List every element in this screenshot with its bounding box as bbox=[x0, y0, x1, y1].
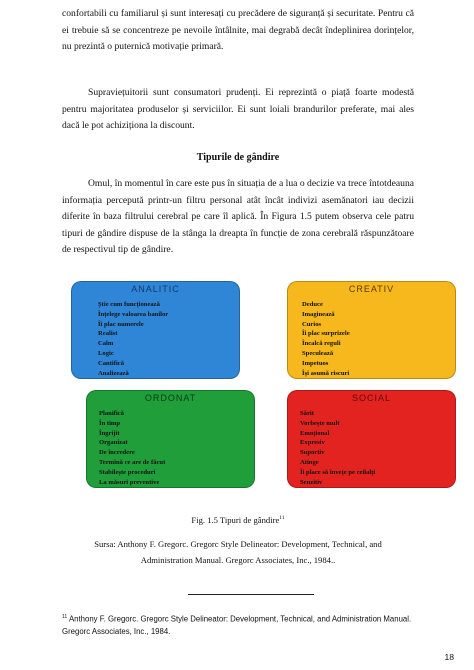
list-item: Realist bbox=[98, 330, 118, 338]
list-item: Analizează bbox=[98, 369, 129, 377]
list-item: Calm bbox=[98, 340, 114, 348]
list-item: Termină ce are de făcut bbox=[99, 458, 166, 466]
page-number: 18 bbox=[444, 652, 454, 662]
list-item: Atinge bbox=[300, 458, 319, 466]
box-title-social: SOCIAL bbox=[351, 393, 391, 403]
list-item: Impetuos bbox=[302, 359, 329, 367]
box-ordonat bbox=[86, 390, 255, 488]
list-item: Stabilește proceduri bbox=[99, 468, 156, 476]
list-item: Îi plac numerele bbox=[98, 320, 144, 328]
list-item: Înțelege valoarea banilor bbox=[98, 310, 169, 318]
box-title-ordonat: ORDONAT bbox=[144, 393, 197, 403]
box-title-analitic: ANALITIC bbox=[131, 284, 180, 294]
list-item: Imaginează bbox=[302, 310, 335, 318]
footnote-text: Anthony F. Gregorc. Gregorc Style Delineator: Development, Technical, and Administration Manual. Gregorc Associates, Inc., 1984. bbox=[62, 614, 412, 636]
list-item: Curios bbox=[302, 320, 322, 328]
list-item: Îi plac surprizele bbox=[302, 330, 350, 338]
list-item: În timp bbox=[99, 419, 121, 427]
paragraph-thinking-types: Omul, în momentul în care este pus în situația de a lua o decizie va trece întotdeauna informația percepută printr-un filtru personal atât încât indivizi asemănatori iau decizii diferite în baza filtrului cerebral pe care îl aplică. În Figura 1.5 putem observa cele patru tipuri de gândire dispuse de la stânga la dreapta în funcție de zona cerebrală răspunzătoare de respectivul tip de gândire. bbox=[62, 178, 414, 256]
figure-caption bbox=[62, 515, 414, 525]
list-item: De încredere bbox=[99, 449, 135, 457]
paragraph-survivors: Supraviețuitorii sunt consumatori prudenți. Ei reprezintă o piață foarte modestă pentru majoritatea produselor și serviciilor. Ei sunt loiali brandurilor preferate, mai ales dacă le pot achiziționa la discount. bbox=[62, 87, 414, 132]
box-creativ bbox=[287, 281, 456, 379]
figure-source-line: Sursa: Anthony F. Gregorc. Gregorc Style Delineator: Development, Technical, and bbox=[94, 539, 382, 549]
box-analitic bbox=[71, 281, 240, 379]
list-item: Deduce bbox=[302, 301, 323, 308]
list-item: Sărit bbox=[300, 410, 314, 417]
list-item: Emoțional bbox=[300, 429, 330, 437]
footnote bbox=[62, 611, 432, 638]
list-analitic bbox=[98, 300, 168, 378]
list-item: Încalcă reguli bbox=[302, 340, 341, 348]
figure-source bbox=[62, 536, 414, 568]
list-item: Expresiv bbox=[300, 439, 325, 447]
paragraph-intro-continued: confortabili cu familiarul și sunt interesați cu precădere de siguranță și securitate. Pentru că ei trebuie să se concentreze pe nevoile întâlnite, mai degrabă decât îndeplinirea dorințelor, nu prezintă o puternică motivație primară. bbox=[62, 8, 414, 53]
section-heading: Tipurile de gândire bbox=[196, 152, 280, 163]
list-item: Planifică bbox=[99, 410, 124, 417]
list-item: Cantifică bbox=[98, 359, 125, 367]
figure-source-line: Administration Manual. Gregorc Associates, Inc., 1984.. bbox=[140, 555, 336, 565]
list-item: Senzitiv bbox=[300, 478, 323, 486]
box-social bbox=[287, 390, 456, 488]
list-item: Logic bbox=[98, 349, 114, 357]
list-item: Își asumă riscuri bbox=[302, 369, 350, 377]
list-item: Speculează bbox=[302, 349, 334, 357]
list-item: Vorbește mult bbox=[300, 419, 340, 427]
list-social bbox=[300, 409, 375, 487]
list-item: Îngrijit bbox=[99, 429, 120, 437]
list-item: Îi place să învețe pe ceilalți bbox=[300, 468, 376, 476]
footnote-separator bbox=[188, 594, 314, 595]
footnote-ref[interactable]: 11 bbox=[279, 515, 285, 522]
list-item: La măsuri preventive bbox=[99, 478, 160, 486]
list-item: Organizat bbox=[99, 439, 128, 447]
list-item: Știe cum funcționează bbox=[98, 301, 160, 308]
list-creativ bbox=[302, 300, 350, 378]
list-ordonat bbox=[99, 409, 165, 487]
list-item: Suportiv bbox=[300, 449, 325, 457]
footnote-number: 11 bbox=[62, 614, 68, 620]
box-title-creativ: CREATIV bbox=[348, 284, 395, 294]
figure-caption-text: Fig. 1.5 Tipuri de gândire bbox=[191, 515, 280, 525]
